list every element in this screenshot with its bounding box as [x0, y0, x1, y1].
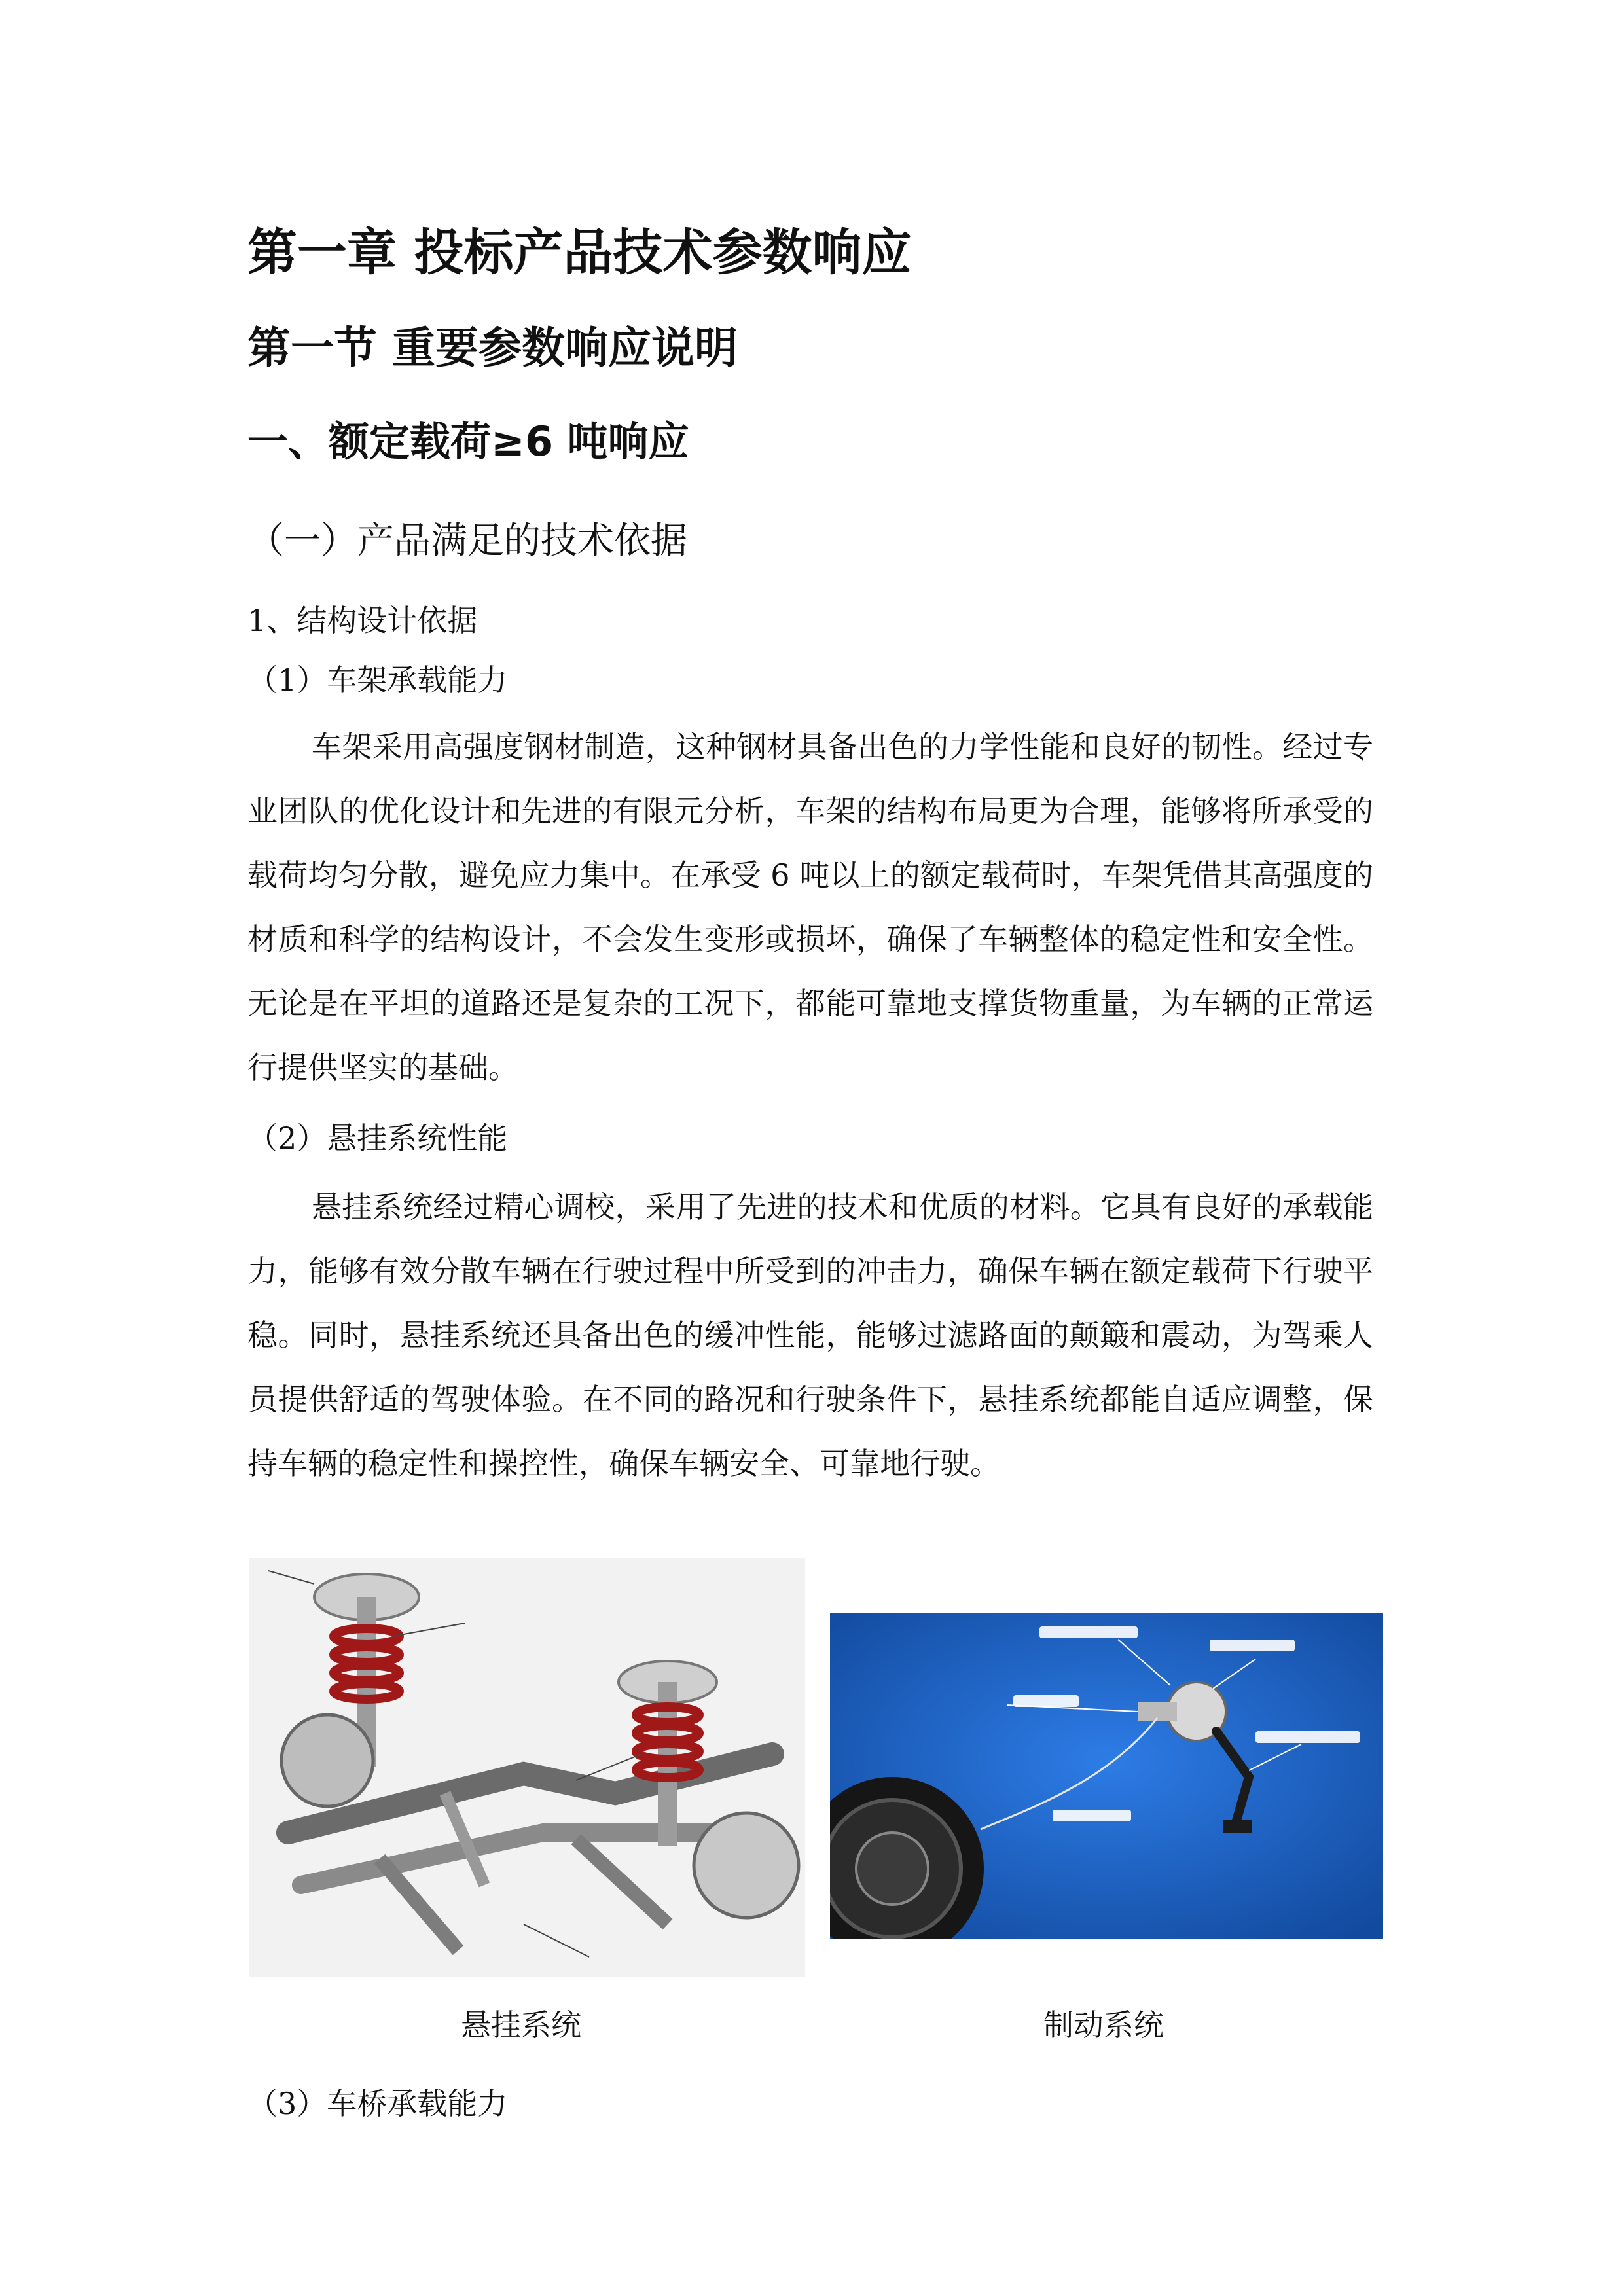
- section-title: 第一节 重要参数响应说明: [247, 323, 738, 373]
- item-structure-design: 1、结构设计依据: [247, 603, 478, 638]
- subsubsection-title: （一）产品满足的技术依据: [247, 520, 687, 562]
- caption-suspension-system: 悬挂系统: [461, 2007, 581, 2043]
- suspension-system-image: [249, 1558, 805, 1977]
- item-frame-capacity: （1）车架承载能力: [247, 662, 508, 698]
- paragraph-suspension: 悬挂系统经过精心调校，采用了先进的技术和优质的材料。它具有良好的承载能力，能够有效分散车辆在行驶过程中所受到的冲击力，确保车辆在额定载荷下行驶平稳。同时，悬挂系统还具备出色的缓冲性能，能够过滤路面的颠簸和震动，为驾乘人员提供舒适的驾驶体验。在不同的路况和行驶条件下，悬挂系统都能自适应调整，保持车辆的稳定性和操控性，确保车辆安全、可靠地行驶。: [247, 1189, 1373, 1481]
- caption-brake-system: 制动系统: [1043, 2007, 1164, 2043]
- item-suspension-performance: （2）悬挂系统性能: [247, 1121, 508, 1156]
- brake-system-image: [830, 1613, 1383, 1939]
- chapter-title: 第一章 投标产品技术参数响应: [247, 223, 912, 281]
- item-axle-capacity: （3）车桥承载能力: [247, 2086, 508, 2121]
- subsection-title: 一、额定载荷≥6 吨响应: [247, 418, 689, 465]
- paragraph-frame: 车架采用高强度钢材制造，这种钢材具备出色的力学性能和良好的韧性。经过专业团队的优化设计和先进的有限元分析，车架的结构布局更为合理，能够将所承受的载荷均匀分散，避免应力集中。在承受 6 吨以上的额定载荷时，车架凭借其高强度的材质和科学的结构设计，不会发生变形或损坏，确保了车辆整体的稳定性和安全性。无论是在平坦的道路还是复杂的工况下，都能可靠地支撑货物重量，为车辆的正常运行提供坚实的基础。: [247, 729, 1373, 1085]
